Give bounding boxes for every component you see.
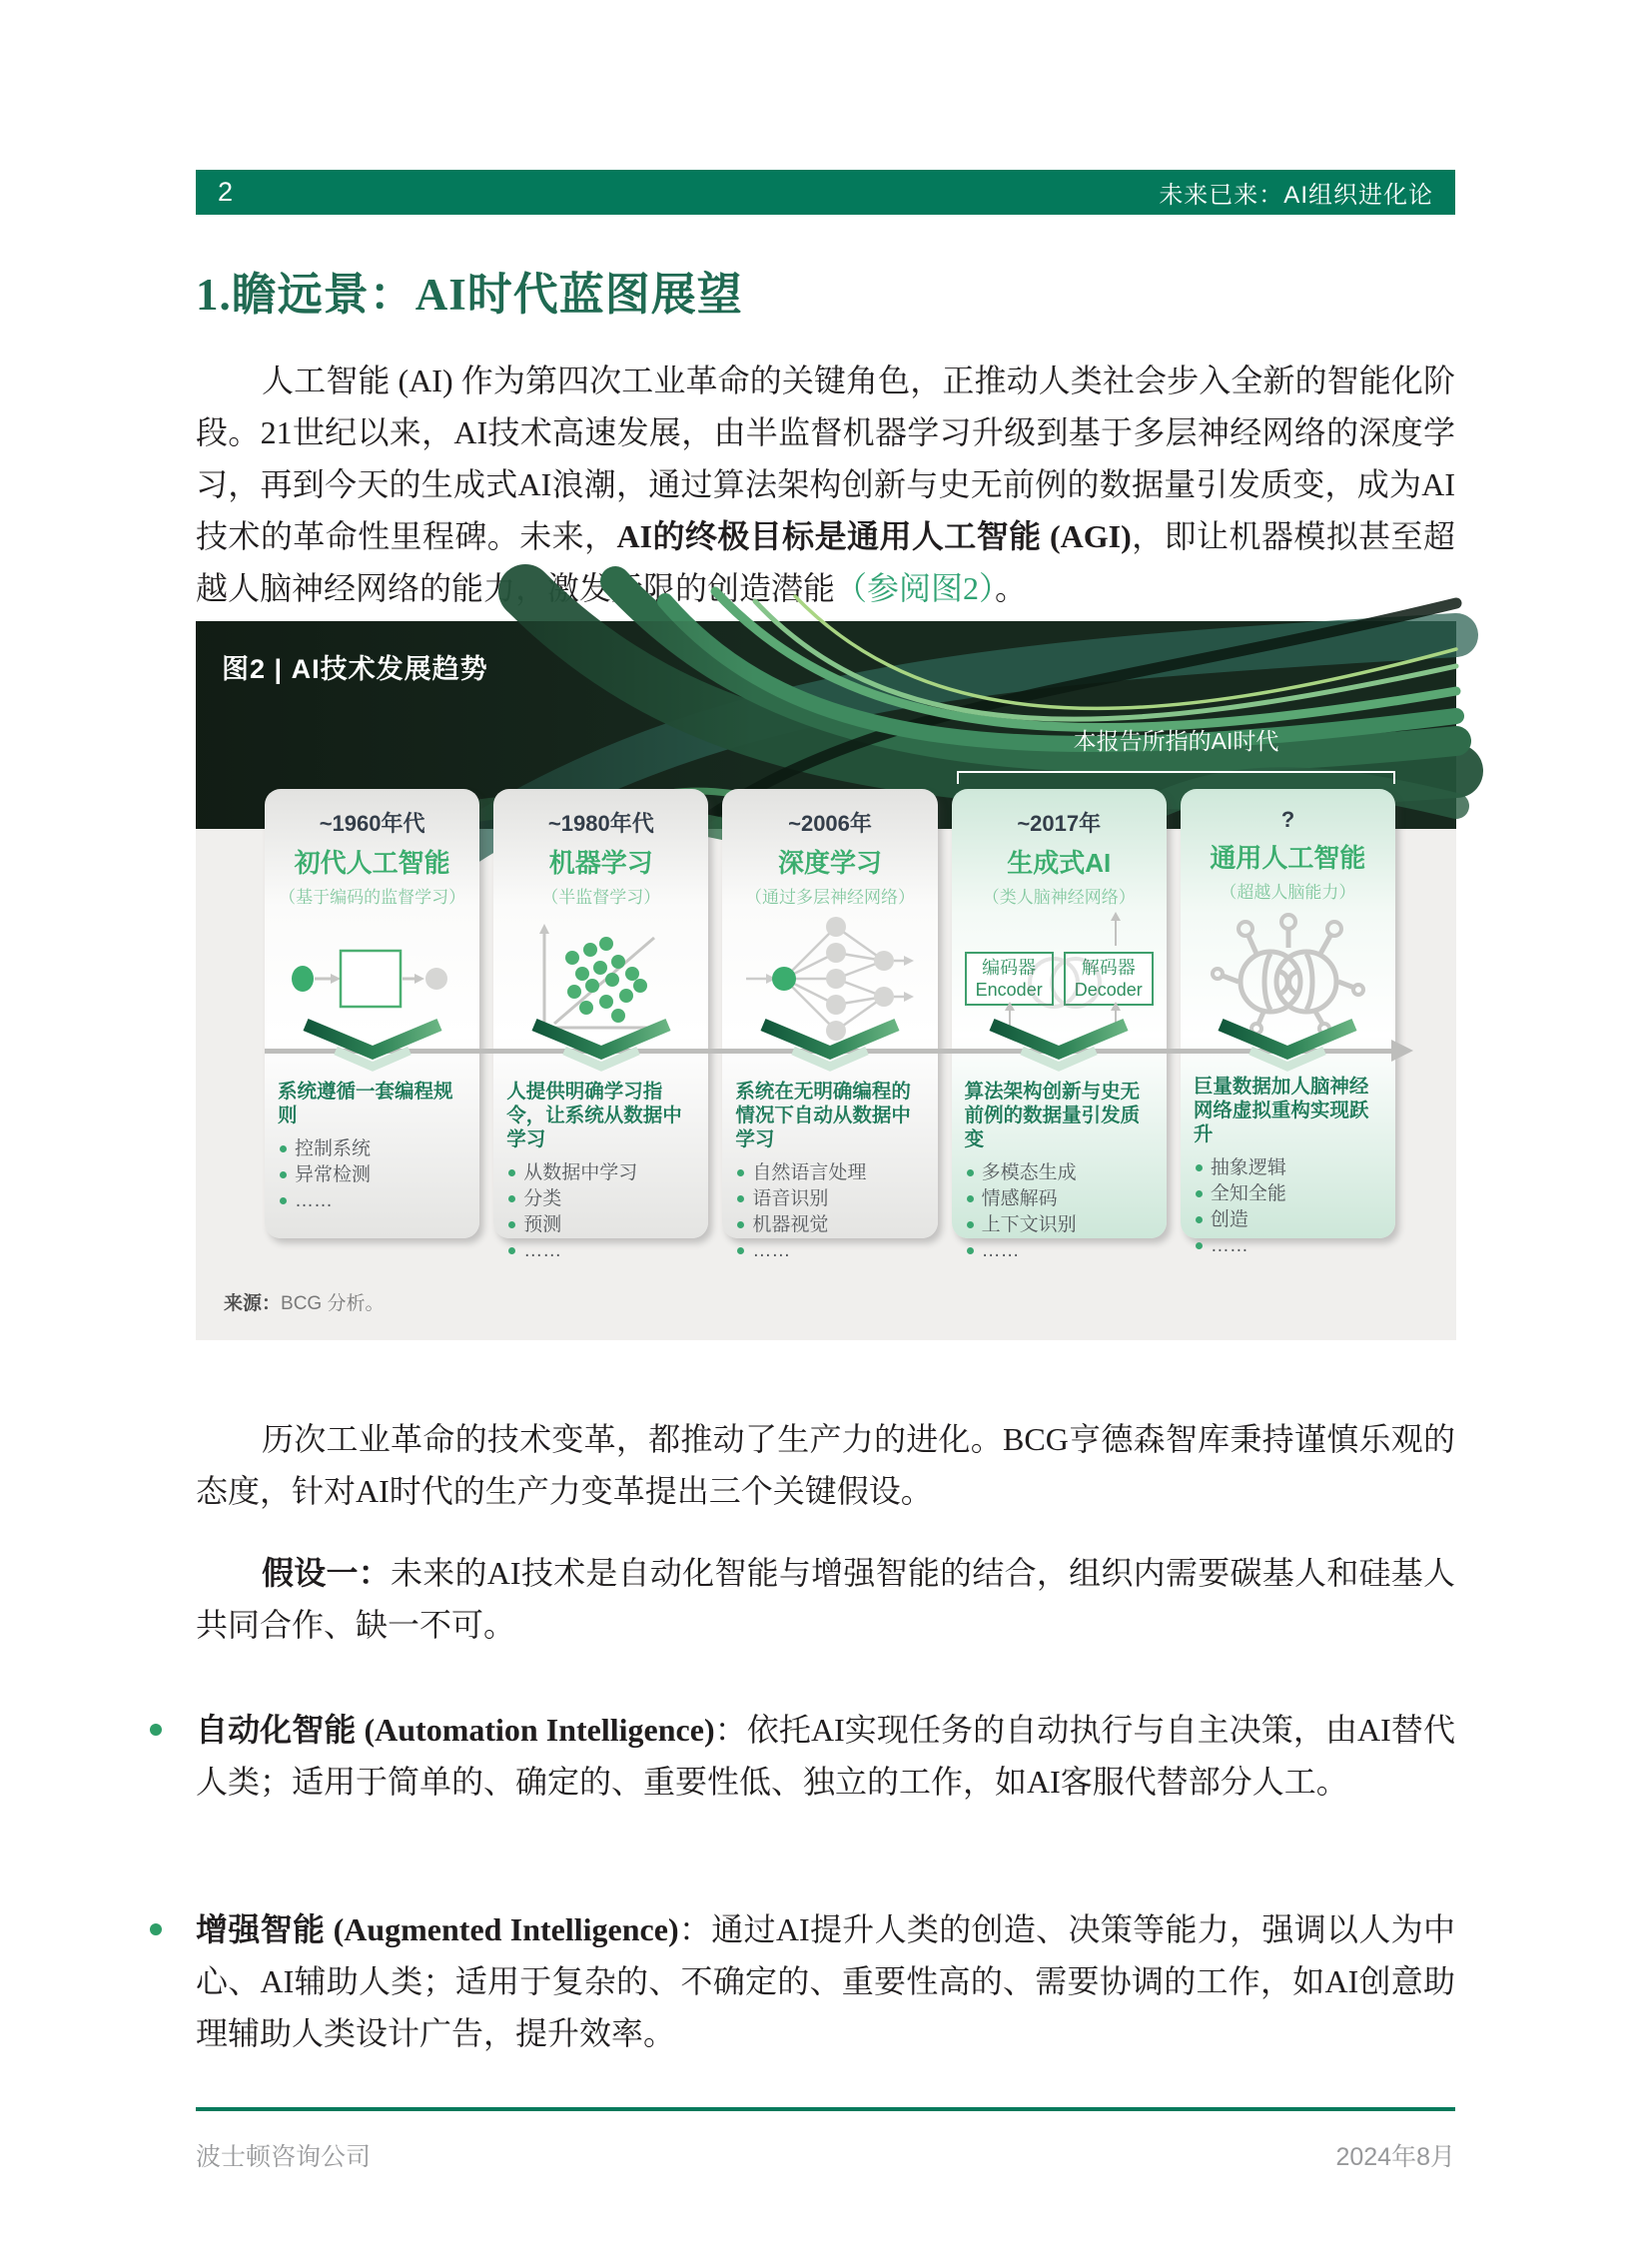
chevron-down-icon <box>722 1019 937 1075</box>
desc-bullet: 语音识别 <box>735 1186 924 1211</box>
desc-bullet: …… <box>506 1238 695 1263</box>
desc-bullet: …… <box>1194 1233 1382 1258</box>
desc-bullet: 预测 <box>506 1212 695 1237</box>
desc-bullet: …… <box>965 1238 1154 1263</box>
chevron-down-icon <box>952 1019 1167 1075</box>
chevron-down-icon <box>1181 1019 1395 1075</box>
card-date: ~2006年 <box>788 811 872 836</box>
page-number: 2 <box>218 177 234 207</box>
card-subtitle: （通过多层神经网络） <box>745 888 915 907</box>
intro-paragraph <box>196 355 1455 614</box>
timeline-cards-row <box>265 789 1395 1261</box>
card-description <box>952 1080 1167 1263</box>
card-title: 生成式AI <box>1007 848 1112 878</box>
bullet-item-automation-intelligence <box>196 1704 1455 1808</box>
figure-source <box>224 1288 384 1315</box>
up-arrow-icon <box>1115 920 1117 946</box>
section-title: 1.瞻远景：AI时代蓝图展望 <box>196 270 743 320</box>
desc-bullet: 抽象逻辑 <box>1194 1155 1382 1180</box>
desc-bullet: 上下文识别 <box>965 1212 1154 1237</box>
desc-bullet: 分类 <box>506 1186 695 1211</box>
faint-brain-icon <box>1020 938 1110 1028</box>
figure2-reference-link[interactable]: （参阅图2） <box>835 570 996 606</box>
footer-rule <box>196 2107 1455 2111</box>
encoder-label-en: Encoder <box>975 980 1043 1000</box>
timeline-card-agi <box>1181 789 1395 1256</box>
hypothesis-1-text: 未来的AI技术是自动化智能与增强智能的结合，组织内需要碳基人和硅基人共同合作、缺一不可。 <box>196 1555 1455 1643</box>
intro-text-3: 。 <box>995 570 1028 606</box>
bullet-2-term: 增强智能 (Augmented Intelligence) <box>196 1911 679 1947</box>
intro-bold-agi: AI的终极目标是通用人工智能 (AGI) <box>616 518 1132 554</box>
desc-bullet: …… <box>278 1188 466 1213</box>
desc-bullet: 多模态生成 <box>965 1160 1154 1185</box>
desc-title: 系统遵循一套编程规则 <box>278 1081 453 1126</box>
desc-bullet-list <box>735 1160 924 1263</box>
desc-title: 人提供明确学习指令，让系统从数据中学习 <box>506 1081 682 1150</box>
body-paragraph-2: 历次工业革命的技术变革，都推动了生产力的进化。BCG亨德森智库秉持谨慎乐观的态度，针对AI时代的生产力变革提出三个关键假设。 <box>196 1421 1455 1509</box>
bullet-1-term: 自动化智能 (Automation Intelligence) <box>196 1712 715 1748</box>
chevron-row <box>265 1019 1395 1075</box>
intro-text-2: ，即让机器模拟甚至超越人脑神经网络的能力，激发无限的创造潜能 <box>196 518 1455 606</box>
intro-text-1: 人工智能 (AI) 作为第四次工业革命的关键角色，正推动人类社会步入全新的智能化阶段。21世纪以来，AI技术高速发展，由半监督机器学习升级到基于多层神经网络的深度学习，再到今天的生成式AI浪潮，通过算法架构创新与史无前例的数据量引发质变，成为AI技术的革命性里程碑。未来， <box>196 363 1455 554</box>
page-header-bar <box>196 170 1455 215</box>
bullet-2-text: ：通过AI提升人类的创造、决策等能力，强调以人为中心、AI辅助人类；适用于复杂的、不确定的、重要性高的、需要协调的工作，如AI创意助理辅助人类设计广告，提升效率。 <box>196 1911 1455 2051</box>
desc-bullet-list <box>278 1136 466 1213</box>
bullet-dot-icon <box>150 1923 162 1935</box>
desc-bullet: 创造 <box>1194 1207 1382 1232</box>
card-subtitle: （基于编码的监督学习） <box>279 888 466 907</box>
card-date: ~2017年 <box>1017 811 1102 836</box>
figure-title: 图2 | AI技术发展趋势 <box>222 654 488 684</box>
desc-bullet: …… <box>735 1238 924 1263</box>
figure-2 <box>196 621 1456 1340</box>
desc-bullet: 机器视觉 <box>735 1212 924 1237</box>
desc-bullet: 控制系统 <box>278 1136 466 1161</box>
desc-title: 算法架构创新与史无前例的数据量引发质变 <box>964 1081 1141 1150</box>
desc-bullet: 从数据中学习 <box>506 1160 695 1185</box>
ai-era-label: 本报告所指的AI时代 <box>1073 728 1279 754</box>
card-description <box>493 1080 708 1263</box>
card-date: ? <box>1280 807 1295 832</box>
card-description <box>722 1080 937 1263</box>
brain-circuit-icon <box>1181 913 1395 1035</box>
card-description <box>1181 1075 1395 1258</box>
desc-bullet: 异常检测 <box>278 1162 466 1187</box>
source-label: 来源： <box>224 1293 282 1314</box>
desc-bullet: 自然语言处理 <box>735 1160 924 1185</box>
card-subtitle: （超越人脑能力） <box>1220 883 1356 902</box>
header-title: 未来已来：AI组织进化论 <box>1159 182 1433 209</box>
footer-company: 波士顿咨询公司 <box>196 2143 372 2171</box>
hypothesis-1-label: 假设一： <box>262 1555 392 1591</box>
card-subtitle: （半监督学习） <box>541 888 661 907</box>
encoder-label-cn: 编码器 <box>982 958 1037 978</box>
desc-bullet-list <box>1194 1155 1382 1258</box>
decoder-label-en: Decoder <box>1074 980 1143 1000</box>
desc-title: 系统在无明确编程的情况下自动从数据中学习 <box>735 1081 911 1150</box>
card-title: 深度学习 <box>778 848 883 878</box>
timeline-card-machine-learning <box>493 789 708 1261</box>
card-title: 通用人工智能 <box>1210 843 1366 873</box>
card-description <box>265 1080 479 1213</box>
card-subtitle: （类人脑神经网络） <box>982 888 1136 907</box>
card-date: ~1960年代 <box>319 811 425 836</box>
timeline-card-early-ai <box>265 789 479 1238</box>
card-date: ~1980年代 <box>547 811 654 836</box>
timeline-card-deep-learning <box>722 789 937 1261</box>
chevron-down-icon <box>493 1019 708 1075</box>
desc-bullet-list <box>506 1160 695 1263</box>
card-title: 机器学习 <box>548 848 653 878</box>
chevron-down-icon <box>265 1019 479 1075</box>
desc-title: 巨量数据加人脑神经网络虚拟重构实现跃升 <box>1193 1076 1369 1145</box>
ai-era-bracket <box>957 771 1395 784</box>
hypothesis-1-paragraph <box>196 1547 1455 1651</box>
desc-bullet: 情感解码 <box>965 1186 1154 1211</box>
footer-date: 2024年8月 <box>1335 2143 1455 2171</box>
bullet-dot-icon <box>150 1724 162 1736</box>
timeline-card-generative-ai <box>952 789 1167 1261</box>
card-title: 初代人工智能 <box>294 848 450 878</box>
source-text: BCG 分析。 <box>281 1293 385 1314</box>
bullet-item-augmented-intelligence <box>196 1903 1455 2059</box>
decoder-label-cn: 解码器 <box>1081 958 1136 978</box>
desc-bullet-list <box>965 1160 1154 1263</box>
bullet-1-text: ：依托AI实现任务的自动执行与自主决策，由AI替代人类；适用于简单的、确定的、重要性低、独立的工作，如AI客服代替部分人工。 <box>196 1712 1455 1800</box>
desc-bullet: 全知全能 <box>1194 1181 1382 1206</box>
